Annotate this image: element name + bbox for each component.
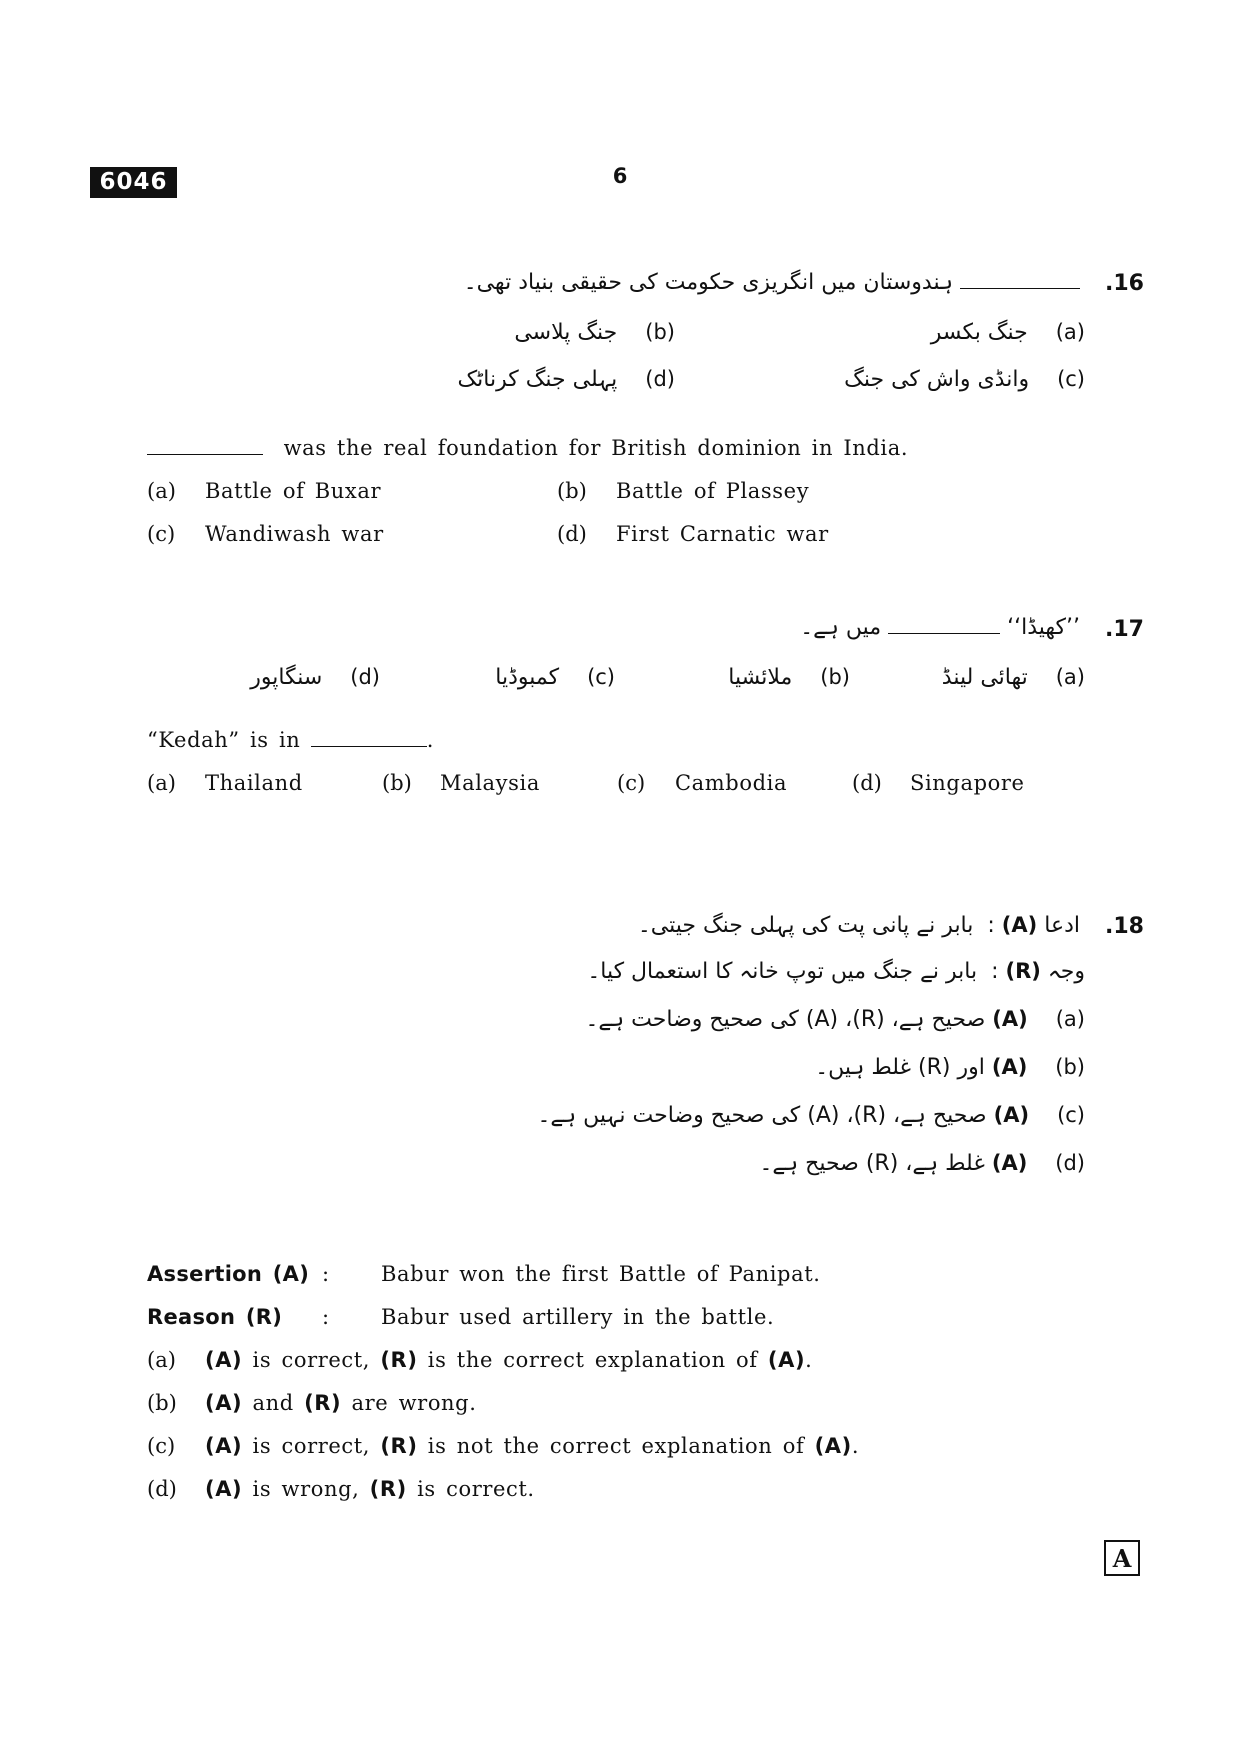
q16-option-a-text: Battle of Buxar [205,479,382,503]
option-label: (c) [1057,367,1085,391]
q17-english-stem-a: “Kedah” is in [147,728,301,752]
q18-urdu-reason: وجہ (R) : بابر نے جنگ میں توپ خانہ کا استعمال کیا۔ [587,959,1085,984]
q16-english-stem [147,436,908,460]
option-text: غلط ہے، (R) صحیح ہے۔ [759,1151,985,1176]
option-label: (c) [1057,1103,1085,1127]
q17-english-blank [311,728,427,747]
q18-assertion-colon: : [322,1262,330,1286]
option-text: وانڈی واش کی جنگ [844,367,1030,392]
option-label: (d) [1055,1151,1085,1175]
reason-ref: (R) [380,1434,418,1458]
option-text: . [805,1348,813,1372]
q17-option-a-label: (a) [147,771,176,795]
q16-urdu-option-c [844,363,1085,396]
q18-urdu-option-a: (a) (A) صحیح ہے، (R)، (A) کی صحیح وضاحت ہے۔ [586,1003,1086,1036]
q17-urdu-option-a [942,661,1085,694]
option-text: are wrong. [341,1391,477,1415]
q18-option-d-text [205,1477,535,1501]
assertion-ref: (A) [205,1348,243,1372]
q16-option-c-label: (c) [147,522,176,546]
reason-ref: (R) [380,1348,418,1372]
q18-reason-label: Reason (R) [147,1305,283,1329]
option-label: (d) [350,665,380,689]
option-label: (d) [645,367,675,391]
assertion-ref: (A) [814,1434,852,1458]
q18-assertion-label: Assertion (A) [147,1262,310,1286]
option-text: کمبوڈیا [495,665,560,690]
booklet-series-mark: A [1104,1540,1140,1576]
q18-option-b-text [205,1391,477,1415]
q16-urdu-option-a [931,316,1085,349]
q16-option-b-label: (b) [557,479,587,503]
q17-english-stem-b: . [426,728,434,752]
q18-urdu-option-c: (c) (A) صحیح ہے، (R)، (A) کی صحیح وضاحت نہیں ہے۔ [537,1099,1085,1132]
q16-urdu-blank [960,270,1080,289]
q18-number: .18 [1105,914,1144,939]
q18-urdu-reason-text: بابر نے جنگ میں توپ خانہ کا استعمال کیا۔ [587,959,978,984]
assertion-ref: (A) [205,1391,243,1415]
option-label: (b) [820,665,850,689]
q17-number: .17 [1105,617,1144,642]
q17-option-b-label: (b) [382,771,412,795]
option-text: سنگاپور [250,665,323,690]
q18-urdu-option-b: (b) (A) اور (R) غلط ہیں۔ [815,1051,1085,1084]
page-number: 6 [612,164,628,188]
option-label: (b) [645,320,675,344]
option-text: ملائشیا [728,665,793,690]
q18-option-c-text [205,1434,859,1458]
option-text: is not the correct explanation of [417,1434,815,1458]
q18-option-b-label: (b) [147,1391,177,1415]
q17-option-c-text: Cambodia [675,771,788,795]
option-label: (c) [587,665,615,689]
q16-option-a-label: (a) [147,479,176,503]
q18-option-c-label: (c) [147,1434,176,1458]
option-text: پہلی جنگ کرناٹک [457,367,618,392]
assertion-ref: (A) [205,1477,243,1501]
option-text: صحیح ہے، (R)، (A) کی صحیح وضاحت نہیں ہے۔ [537,1103,987,1128]
q16-urdu-option-d [457,363,675,396]
q17-option-a-text: Thailand [205,771,303,795]
option-label: (a) [1055,320,1085,344]
q16-english-stem-text: was the real foundation for British dominion in India. [283,436,909,460]
paper-code-badge: 6046 [90,167,177,198]
option-text: جنگ بکسر [930,320,1028,345]
q18-urdu-assertion-text: بابر نے پانی پت کی پہلی جنگ جیتی۔ [637,913,974,938]
q17-urdu-stem [800,612,1080,644]
q17-option-c-label: (c) [617,771,646,795]
assertion-ref: (A) [205,1434,243,1458]
q18-urdu-option-d: (d) (A) غلط ہے، (R) صحیح ہے۔ [759,1147,1085,1180]
option-text: صحیح ہے، (R)، (A) کی صحیح وضاحت ہے۔ [585,1007,986,1032]
option-text: is correct, [242,1434,381,1458]
q17-urdu-option-c [495,661,615,694]
option-text: is the correct explanation of [417,1348,768,1372]
q16-option-d-label: (d) [557,522,587,546]
q16-option-c-text: Wandiwash war [205,522,384,546]
q17-urdu-stem-a: ’’کھیڈا‘‘ [1007,615,1080,640]
q18-assertion-text: Babur won the first Battle of Panipat. [381,1262,821,1286]
option-label: (a) [1055,665,1085,689]
q17-urdu-stem-b: میں ہے۔ [800,615,882,640]
option-text: اور (R) غلط ہیں۔ [815,1055,985,1080]
q18-reason-text: Babur used artillery in the battle. [381,1305,775,1329]
option-text: . [851,1434,860,1458]
q16-number: .16 [1105,271,1144,296]
option-text: تھائی لینڈ [941,665,1028,690]
option-text: is wrong, [242,1477,370,1501]
reason-ref: (R) [304,1391,342,1415]
q18-option-a-text [205,1348,812,1372]
q17-option-d-text: Singapore [910,771,1025,795]
option-text: is correct. [406,1477,535,1501]
q16-option-b-text: Battle of Plassey [616,479,810,503]
q16-urdu-option-b [514,316,675,349]
q16-urdu-stem-text: ہندوستان میں انگریزی حکومت کی حقیقی بنیاد تھی۔ [463,270,953,295]
q17-urdu-blank [888,615,1000,634]
q17-option-b-text: Malaysia [440,771,540,795]
option-label: (a) [1055,1007,1085,1031]
reason-ref: (R) [369,1477,407,1501]
option-text: and [242,1391,305,1415]
q18-option-d-label: (d) [147,1477,177,1501]
option-text: is correct, [242,1348,381,1372]
q17-urdu-option-d [250,661,380,694]
q16-urdu-stem [464,267,1080,299]
option-text: جنگ پلاسی [514,320,618,345]
q18-urdu-reason-label: وجہ [1047,959,1085,984]
q16-option-d-text: First Carnatic war [616,522,829,546]
assertion-ref: (A) [767,1348,806,1372]
q16-english-blank [147,436,263,455]
q18-urdu-assertion: ادعا (A) : بابر نے پانی پت کی پہلی جنگ جیتی۔ [637,913,1080,938]
q18-option-a-label: (a) [147,1348,176,1372]
q18-urdu-assertion-label: ادعا [1044,913,1080,938]
q17-urdu-option-b [728,661,850,694]
q18-reason-colon: : [322,1305,330,1329]
q17-option-d-label: (d) [852,771,882,795]
q17-english-stem [147,728,434,752]
option-label: (b) [1055,1055,1085,1079]
